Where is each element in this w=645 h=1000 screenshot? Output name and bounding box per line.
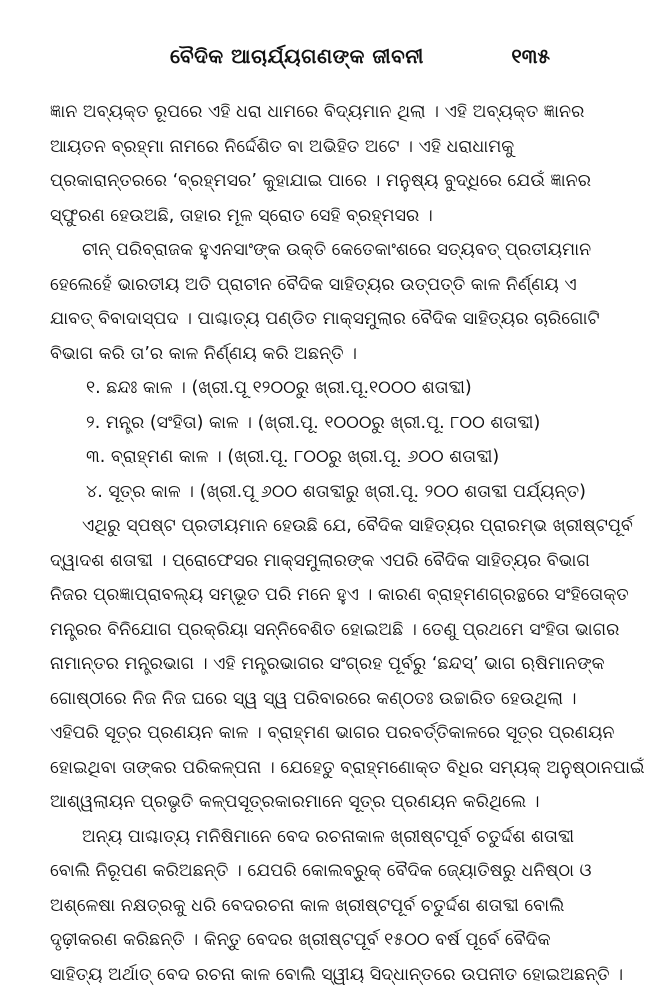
body-text [50, 95, 645, 992]
text-line: ଦୃଢ଼ୀକରଣ କରିଛନ୍ତି । କିନ୍ତୁ ବେଦର ଖ୍ରୀଷ୍ଟପୂର୍ବ ୧୫୦୦ ବର୍ଷ ପୂର୍ବେ ବୈଦିକ [50, 930, 551, 950]
paragraph [50, 820, 624, 993]
page-header [0, 44, 600, 80]
text-line: ପ୍ରକାରାନ୍ତରରେ ‘ବ୍ରହ୍ମସର’ କୁହାଯାଇ ପାରେ । ମନୁଷ୍ୟ ବୁଦ୍ଧିରେ ଯେଉଁ ଜ୍ଞାନର [50, 171, 591, 191]
text-line: ଆଶ୍ୱଲାୟନ ପ୍ରଭୃତି କଳ୍ପସୂତ୍ରକାରମାନେ ସୂତ୍ର ପ୍ରଣୟନ କରିଥିଲେ । [50, 792, 540, 812]
paragraph [50, 509, 645, 820]
list-item: ୪. ସୂତ୍ର କାଳ । (ଖ୍ରୀ.ପୂ ୬୦୦ ଶତାବ୍ଦୀରୁ ଖ୍ରୀ.ପୂ. ୨୦୦ ଶତାବ୍ଦୀ ପର୍ଯ୍ୟନ୍ତ) [86, 481, 586, 502]
text-line: ଏଥିରୁ ସ୍ପଷ୍ଟ ପ୍ରତୀୟମାନ ହେଉଛି ଯେ, ବୈଦିକ ସାହିତ୍ୟର ପ୍ରାରମ୍ଭ ଖ୍ରୀଷ୍ଟପୂର୍ବ [82, 516, 633, 536]
text-line: ଯାବତ୍ ବିବାଦାସ୍ପଦ । ପାଶ୍ଚାତ୍ୟ ପଣ୍ଡିତ ମାକ୍ସମୁଲାର ବୈଦିକ ସାହିତ୍ୟର ଚାରିଗୋଟି [50, 309, 600, 329]
text-line: ହୋଇଥିବା ତାଙ୍କର ପରିକଳ୍ପନା । ଯେହେତୁ ବ୍ରାହ୍ମଣୋକ୍ତ ବିଧିର ସମ୍ୟକ୍ ଅନୁଷ୍ଠାନପାଇଁ [50, 757, 645, 778]
text-line: ନାମାନ୍ତର ମନ୍ତ୍ରଭାଗ । ଏହି ମନ୍ତ୍ରଭାଗର ସଂଗ୍ରହ ପୂର୍ବରୁ ‘ଛନ୍ଦସ୍’ ଭାଗ ଋଷିମାନଙ୍କ [50, 654, 605, 674]
text-line: ଆୟତନ ବ୍ରହ୍ମା ନାମରେ ନିର୍ଦ୍ଦେଶିତ ବା ଅଭିହିତ ଅଟେ । ଏହି ଧରାଧାମକୁ [50, 136, 515, 157]
text-line: ଅଶ୍ଳେଷା ନକ୍ଷତ୍ରକୁ ଧରି ବେଦରଚନା କାଳ ଖ୍ରୀଷ୍ଟପୂର୍ବ ଚତୁର୍ଦ୍ଦଶ ଶତାବ୍ଦୀ ବୋଲି [50, 895, 565, 916]
text-line: ଏହିପରି ସୂତ୍ର ପ୍ରଣୟନ କାଳ । ବ୍ରାହ୍ମଣ ଭାଗର ପରବର୍ତ୍ତିକାଳରେ ସୂତ୍ର ପ୍ରଣୟନ [50, 723, 615, 743]
text-line: ନିଜର ପ୍ରଜ୍ଞାପ୍ରାବଲ୍ୟ ସମ୍ଭୂତ ପରି ମନେ ହୁଏ । କାରଣ ବ୍ରାହ୍ମଣଗ୍ରନ୍ଥରେ ସଂହିତୋକ୍ତ [50, 585, 629, 605]
list-item: ୩. ବ୍ରାହ୍ମଣ କାଳ । (ଖ୍ରୀ.ପୂ. ୮୦୦ରୁ ଖ୍ରୀ.ପୂ. ୬୦୦ ଶତାବ୍ଦୀ) [86, 447, 500, 467]
paragraph [50, 95, 591, 233]
text-line: ବିଭାଗ କରି ତା’ର କାଳ ନିର୍ଣ୍ଣୟ କରି ଅଛନ୍ତି । [50, 343, 358, 364]
text-line: ଜ୍ଞାନ ଅବ୍ୟକ୍ତ ରୂପରେ ଏହି ଧରା ଧାମରେ ବିଦ୍ୟମାନ ଥିଲା । ଏହି ଅବ୍ୟକ୍ତ ଜ୍ଞାନର [50, 102, 585, 122]
text-line: ଦ୍ୱାଦଶ ଶତାବ୍ଦୀ । ପ୍ରୋଫେସର ମାକ୍ସମୁଲାରଙ୍କ ଏପରି ବୈଦିକ ସାହିତ୍ୟର ବିଭାଗ [50, 550, 590, 571]
text-line: ସ୍ଫୁରଣ ହେଉଅଛି, ତାହାର ମୂଳ ସ୍ରୋତ ସେହି ବ୍ରହ୍ମସର । [50, 205, 433, 226]
text-line: ମନ୍ତ୍ରର ବିନିଯୋଗ ପ୍ରକ୍ରିୟା ସନ୍ନିବେଶିତ ହୋଇଅଛି । ତେଣୁ ପ୍ରଥମେ ସଂହିତା ଭାଗର [50, 619, 620, 640]
text-line: ଚୀନ୍ ପରିବ୍ରାଜକ ହୁଏନସାଂଙ୍କ ଉକ୍ତି କେତେକାଂଶରେ ସତ୍ୟବତ୍ ପ୍ରତୀୟମାନ [82, 240, 592, 260]
running-title: ବୈଦିକ ଆଚାର୍ଯ୍ୟଗଣଙ୍କ ଜୀବନୀ [170, 44, 424, 68]
list-item: ୧. ଛନ୍ଦଃ କାଳ । (ଖ୍ରୀ.ପୂ ୧୨୦୦ରୁ ଖ୍ରୀ.ପୂ.୧୦୦୦ ଶତାବ୍ଦୀ) [86, 378, 472, 398]
paragraph [50, 233, 600, 371]
text-line: ଅନ୍ୟ ପାଶ୍ଚାତ୍ୟ ମନିଷିମାନେ ବେଦ ରଚନାକାଳ ଖ୍ରୀଷ୍ଟପୂର୍ବ ଚତୁର୍ଦ୍ଦଶ ଶତାବ୍ଦୀ [82, 826, 575, 847]
list-item: ୨. ମନ୍ତ୍ର (ସଂହିତା) କାଳ । (ଖ୍ରୀ.ପୂ. ୧୦୦୦ରୁ ଖ୍ରୀ.ପୂ. ୮୦୦ ଶତାବ୍ଦୀ) [86, 412, 541, 433]
text-line: ବୋଲି ନିରୂପଣ କରିଅଛନ୍ତି । ଯେପରି କୋଲବ୍ରୁକ୍ ବୈଦିକ ଜ୍ୟୋତିଷରୁ ଧନିଷ୍ଠା ଓ [50, 861, 592, 881]
text-line: ଗୋଷ୍ଠୀରେ ନିଜ ନିଜ ଘରେ ସ୍ୱ ସ୍ୱ ପରିବାରରେ କଣ୍ଠତଃ ଉଚ୍ଚାରିତ ହେଉଥିଲା । [50, 688, 577, 709]
text-line: ସାହିତ୍ୟ ଅର୍ଥାତ୍ ବେଦ ରଚନା କାଳ ବୋଲି ସ୍ୱୀୟ ସିଦ୍ଧାନ୍ତରେ ଉପନୀତ ହୋଇଅଛନ୍ତି । [50, 964, 624, 985]
periods-list [50, 371, 586, 509]
page-number: ୧୩୫ [511, 44, 550, 68]
text-line: ହେଲେହେଁ ଭାରତୀୟ ଅତି ପ୍ରାଚୀନ ବୈଦିକ ସାହିତ୍ୟର ଉତ୍ପତ୍ତି କାଳ ନିର୍ଣ୍ଣୟ ଏ [50, 274, 577, 295]
